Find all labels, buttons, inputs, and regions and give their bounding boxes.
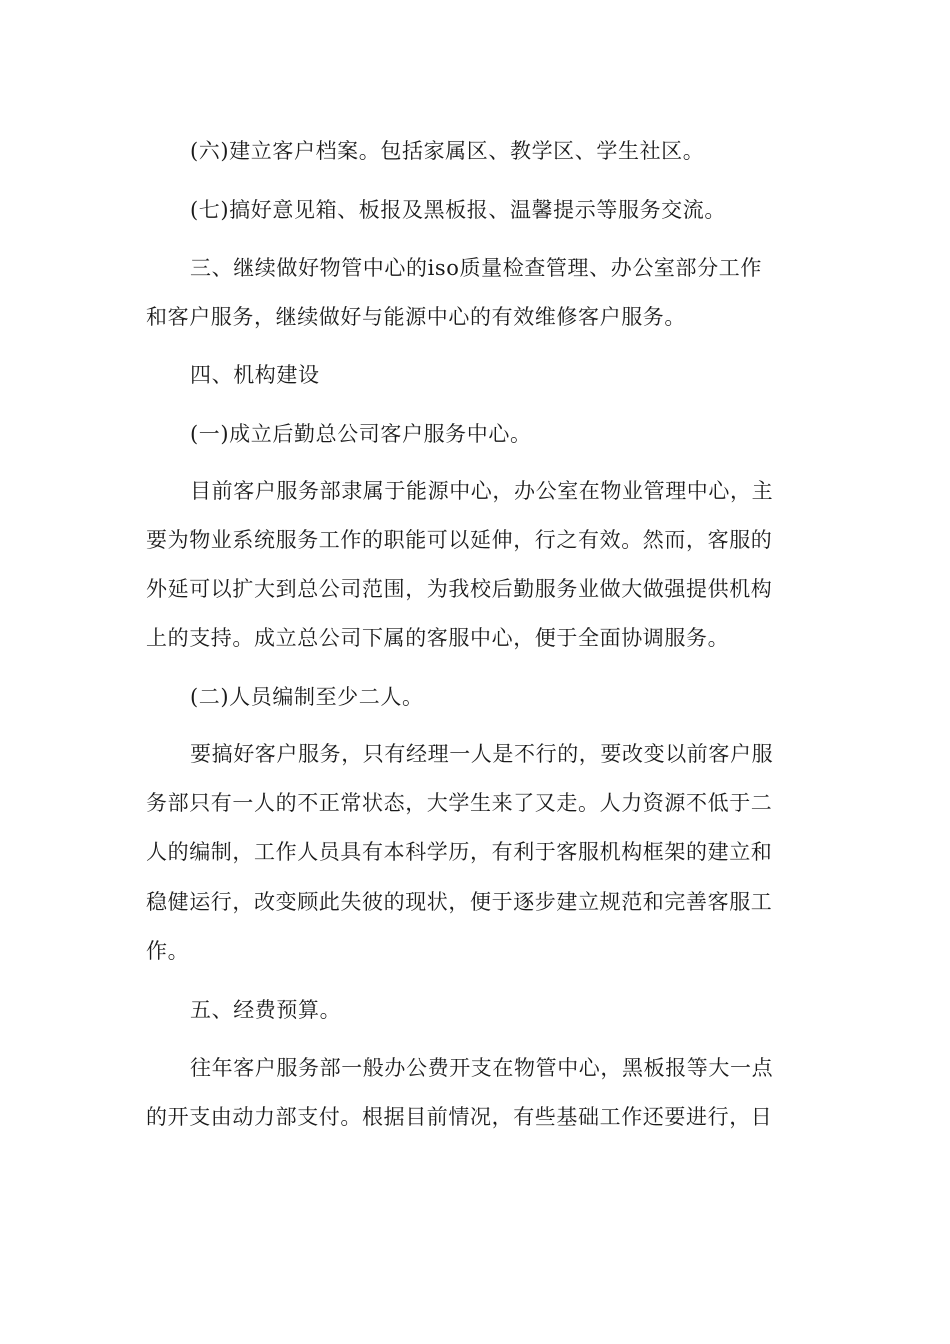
text-line: 和客户服务，继续做好与能源中心的有效维修客户服务。: [146, 305, 686, 329]
subsection-heading: (一)成立后勤总公司客户服务中心。: [190, 422, 532, 446]
text-line: 三、继续做好物管中心的iso质量检查管理、办公室部分工作: [190, 256, 762, 280]
text-line: 的开支由动力部支付。根据目前情况，有些基础工作还要进行，日: [146, 1105, 773, 1129]
text-line: 目前客户服务部隶属于能源中心，办公室在物业管理中心，主: [190, 479, 774, 503]
text-line: 稳健运行，改变顾此失彼的现状，便于逐步建立规范和完善客服工: [146, 890, 773, 914]
text-line: 要为物业系统服务工作的职能可以延伸，行之有效。然而，客服的: [146, 528, 773, 552]
text-line: 作。: [146, 939, 190, 963]
text-line: (七)搞好意见箱、板报及黑板报、温馨提示等服务交流。: [190, 198, 726, 222]
text-line: 上的支持。成立总公司下属的客服中心，便于全面协调服务。: [146, 626, 730, 650]
section-heading: 四、机构建设: [190, 363, 320, 387]
subsection-heading: (二)人员编制至少二人。: [190, 685, 424, 709]
text-line: 人的编制，工作人员具有本科学历，有利于客服机构框架的建立和: [146, 840, 773, 864]
text-line: 往年客户服务部一般办公费开支在物管中心，黑板报等大一点: [190, 1056, 774, 1080]
text-line: 要搞好客户服务，只有经理一人是不行的，要改变以前客户服: [190, 742, 774, 766]
section-heading: 五、经费预算。: [190, 998, 342, 1022]
text-line: (六)建立客户档案。包括家属区、教学区、学生社区。: [190, 139, 705, 163]
text-line: 外延可以扩大到总公司范围，为我校后勤服务业做大做强提供机构: [146, 577, 773, 601]
text-line: 务部只有一人的不正常状态，大学生来了又走。人力资源不低于二: [146, 791, 773, 815]
